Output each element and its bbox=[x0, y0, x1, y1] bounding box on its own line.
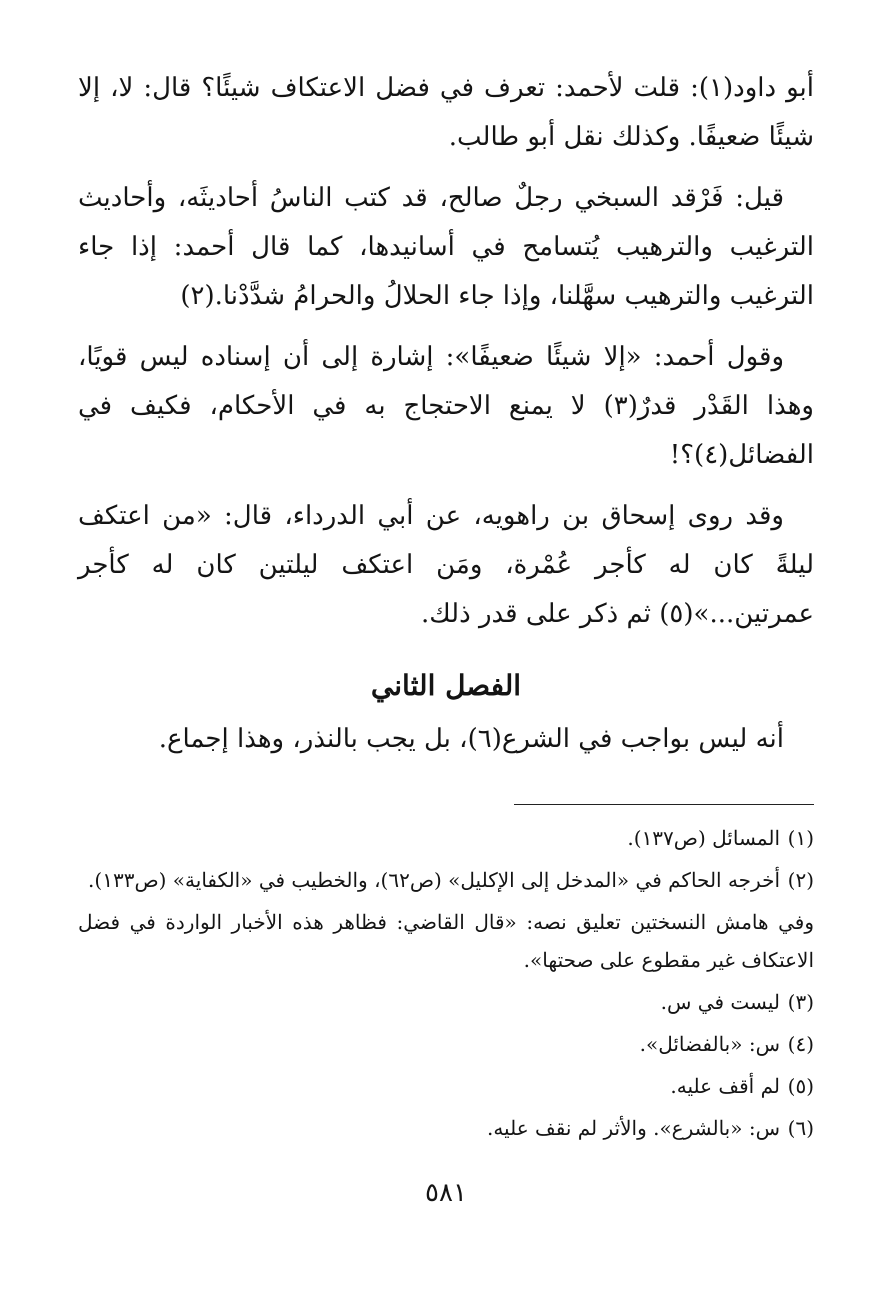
footnote-separator-wrap bbox=[78, 776, 814, 819]
footnote-2 bbox=[78, 861, 814, 899]
footnote-text: لم أقف عليه. bbox=[670, 1074, 780, 1098]
page-number: ٥٨١ bbox=[425, 1178, 467, 1208]
footnote-number: (١) bbox=[787, 826, 814, 850]
footnote-text: ليست في س. bbox=[660, 990, 780, 1014]
footnote-2-continuation: وفي هامش النسختين تعليق نصه: «قال القاضي: فظاهر هذه الأخبار الواردة في فضل الاعتكاف غير مقطوع على صحتها». bbox=[78, 910, 814, 972]
footnote-number: (٥) bbox=[787, 1074, 814, 1098]
body-paragraph-1: أبو داود(١): قلت لأحمد: تعرف في فضل الاعتكاف شيئًا؟ قال: لا، إلا شيئًا ضعيفًا. وكذلك نقل أبو طالب. bbox=[78, 73, 814, 152]
footnote-number: (٢) bbox=[787, 868, 814, 892]
footnote-text: س: «بالفضائل». bbox=[639, 1032, 780, 1056]
body-paragraph-3: وقول أحمد: «إلا شيئًا ضعيفًا»: إشارة إلى أن إسناده ليس قويًا، وهذا القَدْر قدرٌ(٣) لا يمنع الاحتجاج به في الأحكام، فكيف في الفضائل(٤)؟! bbox=[78, 342, 814, 470]
footnote-number: (٤) bbox=[787, 1032, 814, 1056]
page-content bbox=[78, 64, 814, 1151]
footnote-text: أخرجه الحاكم في «المدخل إلى الإكليل» (ص٦٢)، والخطيب في «الكفاية» (ص١٣٣). bbox=[88, 868, 780, 892]
footnote-3 bbox=[78, 983, 814, 1021]
footnote-text: س: «بالشرع». والأثر لم نقف عليه. bbox=[486, 1116, 780, 1140]
body-paragraph-2: قيل: فَرْقد السبخي رجلٌ صالح، قد كتب الناسُ أحاديثَه، وأحاديث الترغيب والترهيب يُتسامح في أسانيدها، كما قال أحمد: إذا جاء الترغيب والترهيب سهَّلنا، وإذا جاء الحلالُ والحرامُ شدَّدْنا.(٢) bbox=[78, 183, 814, 311]
footnote-text: المسائل (ص١٣٧). bbox=[627, 826, 780, 850]
body-paragraph-4: وقد روى إسحاق بن راهويه، عن أبي الدرداء، قال: «من اعتكف ليلةً كان له كأجر عُمْرة، ومَن اعتكف ليلتين كان له كأجر عمرتين...»(٥) ثم ذكر على قدر ذلك. bbox=[78, 501, 814, 629]
footnote-6 bbox=[78, 1109, 814, 1147]
footnote-5 bbox=[78, 1067, 814, 1105]
footnote-1 bbox=[78, 819, 814, 857]
chapter-title: الفصل الثاني bbox=[370, 669, 522, 702]
chapter-text: أنه ليس بواجب في الشرع(٦)، بل يجب بالنذر، وهذا إجماع. bbox=[158, 724, 784, 754]
footnote-number: (٣) bbox=[787, 990, 814, 1014]
footnote-number: (٦) bbox=[787, 1116, 814, 1140]
footnotes bbox=[78, 819, 814, 1147]
footnote-separator bbox=[514, 804, 814, 805]
footnote-4 bbox=[78, 1025, 814, 1063]
